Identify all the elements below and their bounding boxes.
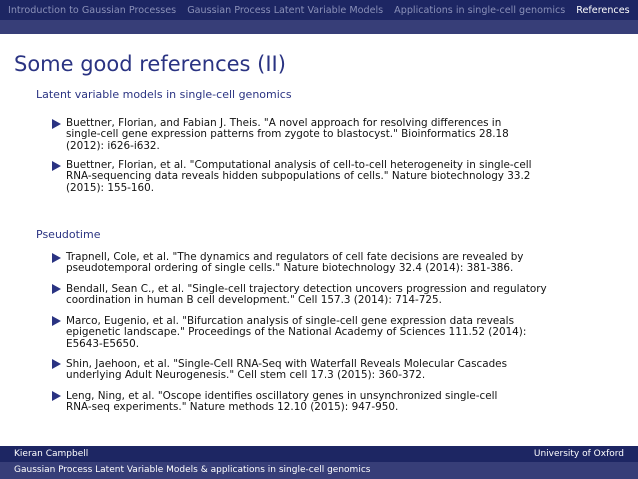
section-heading-latent-variable: Latent variable models in single-cell genomics <box>36 88 292 101</box>
bullet-triangle-icon <box>52 253 61 263</box>
bullet-triangle-icon <box>52 391 61 401</box>
bullet-triangle-icon <box>52 119 61 129</box>
bullet-triangle-icon <box>52 316 61 326</box>
bullet-triangle-icon <box>52 161 61 171</box>
reference-item: Marco, Eugenio, et al. "Bifurcation analysis of single-cell gene expression data reveals epigenetic landscape." Proceedings of the National Academy of Sciences 111.52 (2014): E5643-E5650. <box>66 315 527 350</box>
nav-item-introduction[interactable]: Introduction to Gaussian Processes <box>8 4 177 16</box>
footer-title-bar <box>0 462 638 479</box>
nav-item-references[interactable]: References <box>576 4 630 16</box>
section-heading-pseudotime: Pseudotime <box>36 228 101 241</box>
reference-item: Leng, Ning, et al. "Oscope identifies oscillatory genes in unsynchronized single-cell RNA-seq experiments." Nature methods 12.10 (2015): 947-950. <box>66 390 498 414</box>
reference-item: Shin, Jaehoon, et al. "Single-Cell RNA-Seq with Waterfall Reveals Molecular Cascades underlying Adult Neurogenesis." Cell stem cell 17.3 (2015): 360-372. <box>66 358 507 382</box>
reference-item: Buettner, Florian, and Fabian J. Theis. "A novel approach for resolving differences in single-cell gene expression patterns from zygote to blastocyst." Bioinformatics 28.18 (2012): i626-i632. <box>66 117 509 152</box>
footer-author: Kieran Campbell <box>14 449 89 459</box>
nav-item-gplvm[interactable]: Gaussian Process Latent Variable Models <box>187 4 384 16</box>
top-navigation <box>0 0 638 20</box>
reference-item: Buettner, Florian, et al. "Computational analysis of cell-to-cell heterogeneity in single-cell RNA-sequencing data reveals hidden subpopulations of cells." Nature biotechnology 33.2 (2015): 155-160. <box>66 159 532 194</box>
bullet-triangle-icon <box>52 284 61 294</box>
footer-talk-title: Gaussian Process Latent Variable Models & applications in single-cell genomics <box>14 465 371 475</box>
nav-item-applications[interactable]: Applications in single-cell genomics <box>394 4 566 16</box>
bullet-triangle-icon <box>52 359 61 369</box>
slide-title: Some good references (II) <box>14 52 286 76</box>
reference-item: Trapnell, Cole, et al. "The dynamics and regulators of cell fate decisions are revealed by pseudotemporal ordering of single cells." Nature biotechnology 32.4 (2014): 381-386. <box>66 251 524 275</box>
footer-institution: University of Oxford <box>533 449 624 459</box>
navigation-subbar <box>0 20 638 34</box>
reference-item: Bendall, Sean C., et al. "Single-cell trajectory detection uncovers progression and regulatory coordination in human B cell development." Cell 157.3 (2014): 714-725. <box>66 283 547 307</box>
footer-author-bar <box>0 446 638 462</box>
